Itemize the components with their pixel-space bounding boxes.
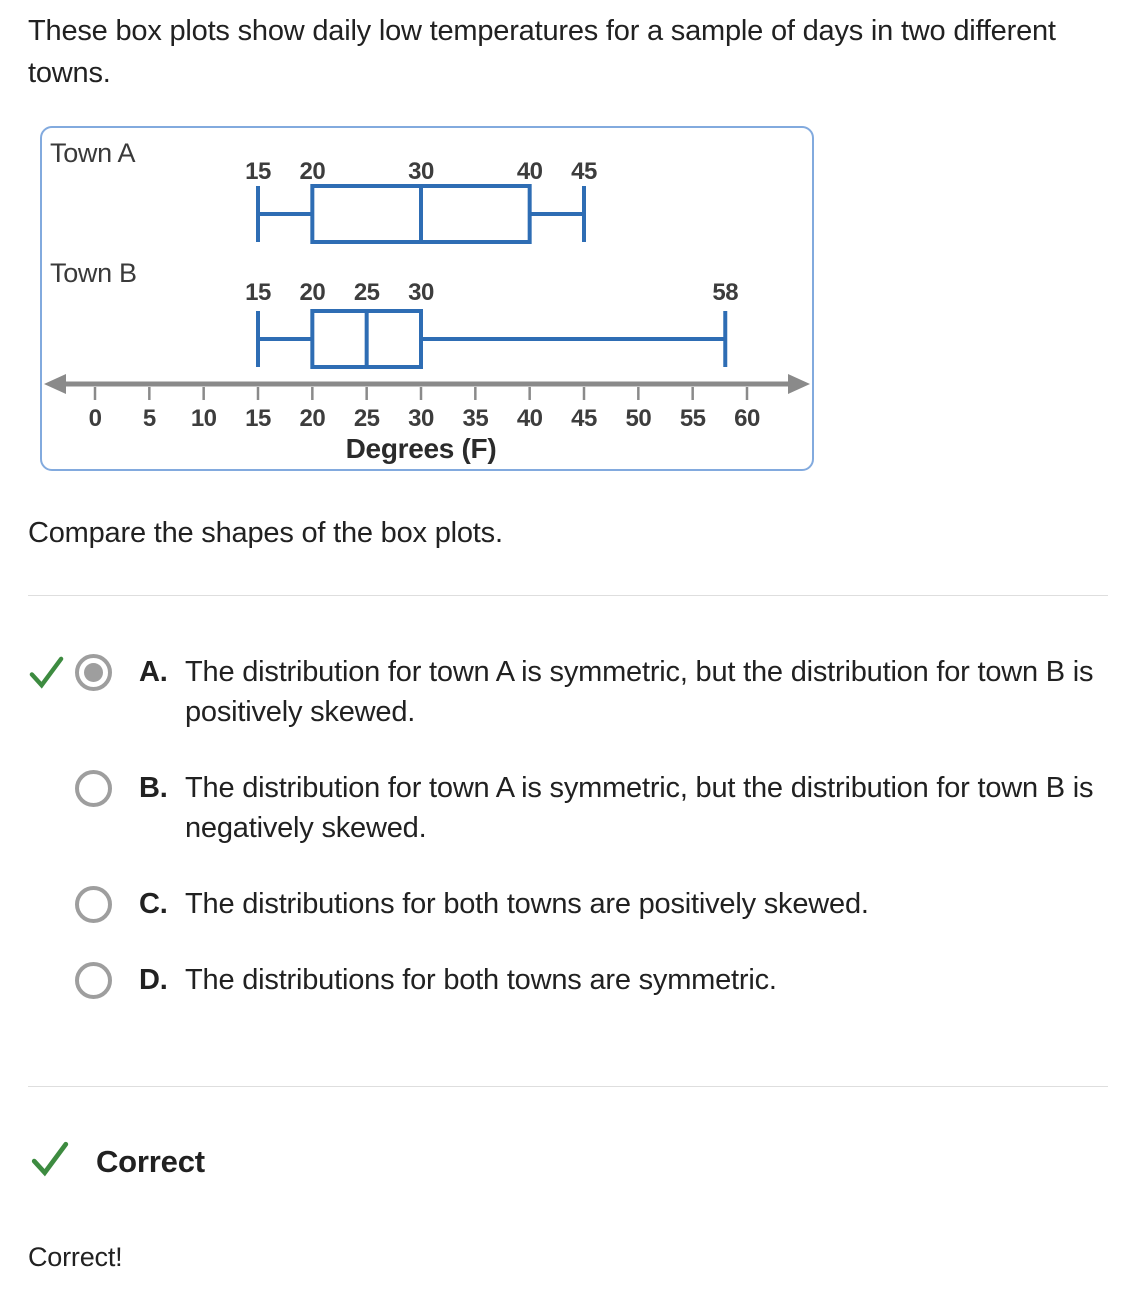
boxplot-town-b [50,258,738,367]
boxplot-town-a [50,138,597,242]
answer-option[interactable] [28,960,1108,1000]
answer-option[interactable] [28,768,1108,848]
svg-text:35: 35 [462,405,489,432]
svg-text:20: 20 [299,405,326,432]
option-radio[interactable] [75,654,112,691]
svg-text:Town B: Town B [50,258,137,288]
option-letter: D. [139,964,168,996]
option-letter: B. [139,772,168,804]
status-check-icon [30,1139,70,1184]
option-text: The distribution for town A is symmetric, but the distribution for town B is negatively skewed. [185,772,1094,844]
answer-option[interactable] [28,884,1108,924]
svg-text:40: 40 [516,158,543,185]
checkmark-icon [30,1139,70,1179]
svg-text:20: 20 [299,279,326,306]
svg-text:5: 5 [142,405,156,432]
option-radio[interactable] [75,962,112,999]
answer-options [28,652,1108,1000]
question-prompt: These box plots show daily low temperatures for a sample of days in two different towns. [28,15,1056,89]
correct-check-slot [28,960,75,1000]
svg-text:15: 15 [245,279,271,306]
svg-text:55: 55 [679,405,706,432]
svg-text:40: 40 [516,405,543,432]
svg-text:30: 30 [408,279,434,306]
svg-text:0: 0 [88,405,102,432]
svg-text:45: 45 [571,405,597,432]
feedback-message: Correct! [28,1242,123,1272]
answer-option[interactable] [28,652,1108,732]
svg-text:15: 15 [245,405,271,432]
number-line-axis [44,374,810,464]
option-letter: A. [139,656,168,688]
result-status [28,1139,1108,1184]
svg-text:30: 30 [408,405,434,432]
correct-check-slot [28,884,75,924]
svg-text:20: 20 [299,158,326,185]
checkmark-icon [28,654,65,691]
status-label: Correct [96,1143,205,1179]
correct-check-slot [28,768,75,808]
option-text: The distribution for town A is symmetric, but the distribution for town B is positively skewed. [185,656,1094,728]
option-letter: C. [139,888,168,920]
divider-bottom [28,1086,1108,1087]
option-text: The distributions for both towns are positively skewed. [185,888,869,920]
svg-text:Degrees (F): Degrees (F) [345,433,497,464]
svg-text:30: 30 [408,158,434,185]
svg-text:15: 15 [245,158,271,185]
svg-text:60: 60 [734,405,760,432]
option-text: The distributions for both towns are symmetric. [185,964,777,996]
question-text: Compare the shapes of the box plots. [28,517,503,549]
option-radio[interactable] [75,886,112,923]
svg-text:45: 45 [571,158,597,185]
boxplot-svg [42,128,812,469]
svg-text:58: 58 [712,279,739,306]
svg-text:25: 25 [353,405,380,432]
svg-text:10: 10 [190,405,217,432]
svg-text:Town A: Town A [50,138,136,168]
correct-check-slot [28,652,75,692]
boxplot-panel [40,126,814,471]
option-radio[interactable] [75,770,112,807]
svg-text:50: 50 [625,405,652,432]
divider-top [28,595,1108,596]
svg-text:25: 25 [353,279,380,306]
